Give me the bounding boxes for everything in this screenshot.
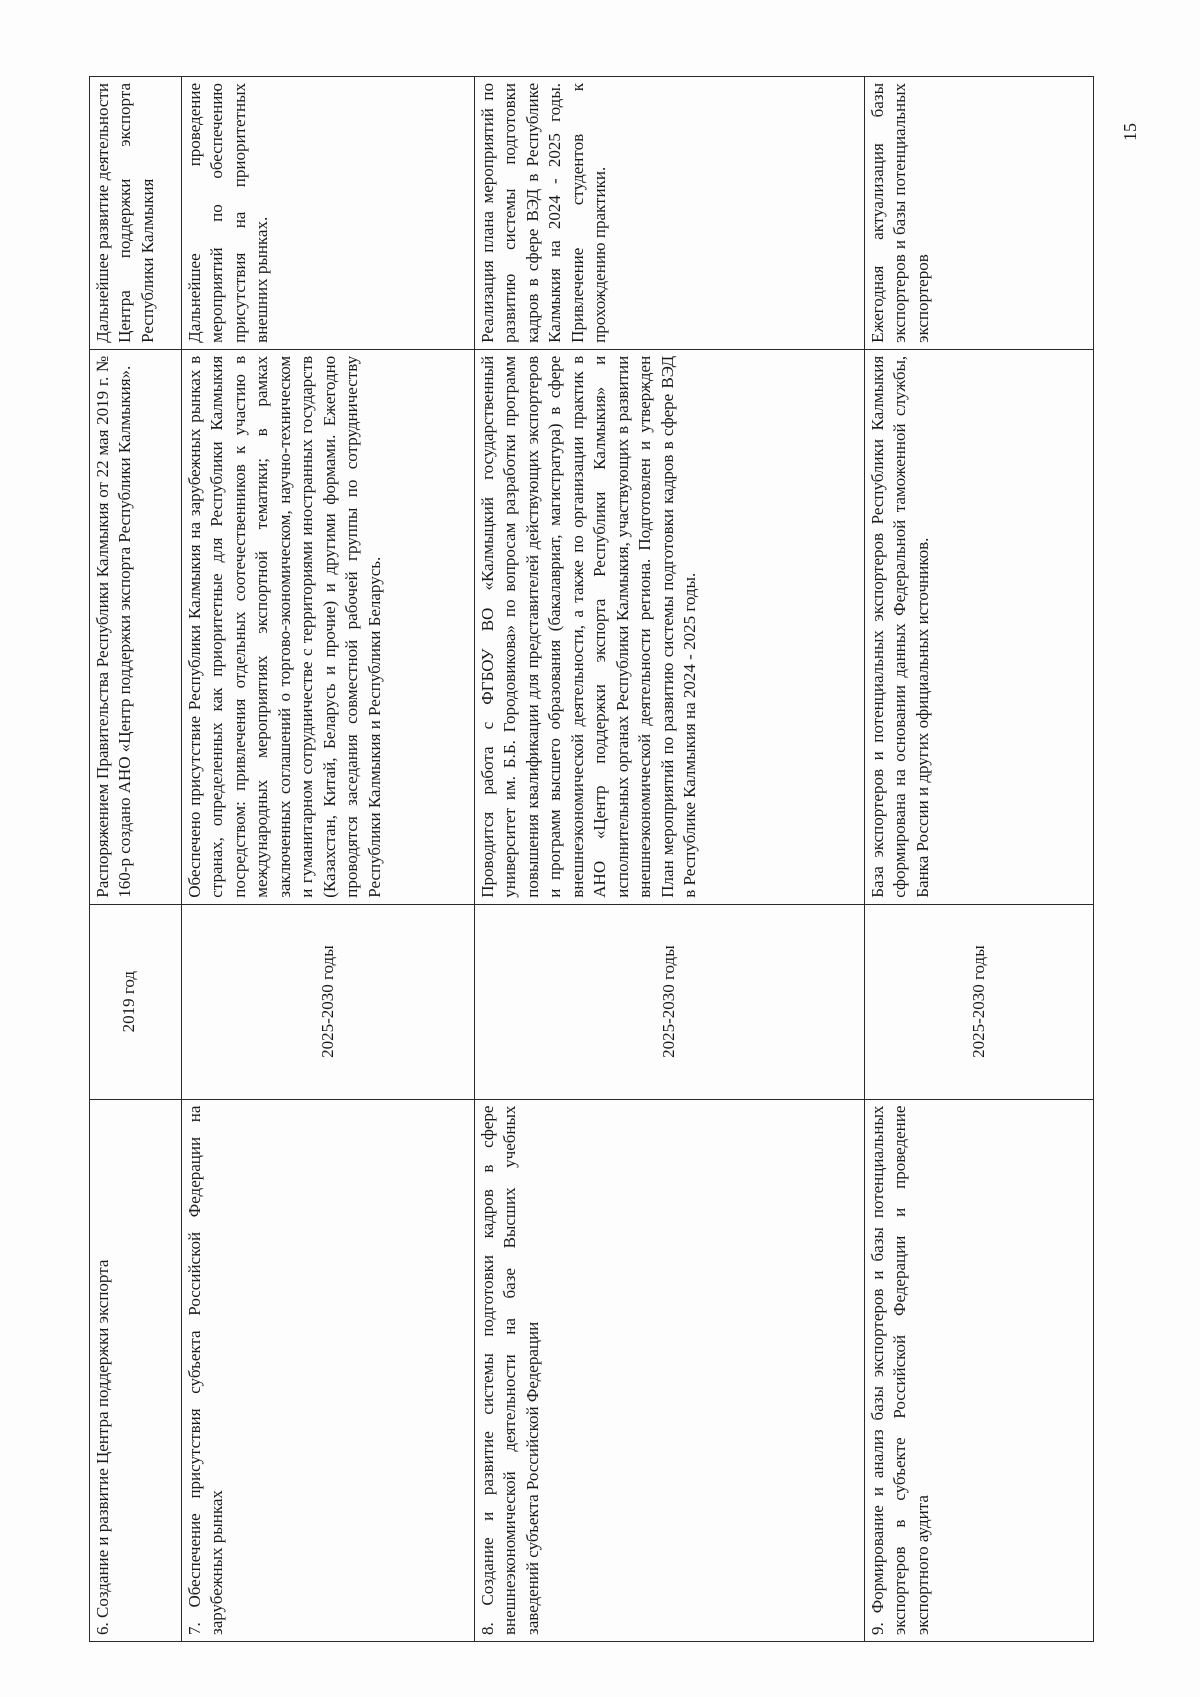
table-row — [475, 77, 865, 1642]
measures-table — [89, 76, 1094, 1642]
measure-name-cell: 7. Обеспечение присутствия субъекта Российской Федерации на зарубежных рынках — [182, 1099, 475, 1641]
rotated-table-container — [89, 76, 1093, 1642]
table-row — [865, 77, 1094, 1642]
expected-result-cell: Дальнейшее проведение мероприятий по обеспечению присутствия на приоритетных внешних рынках. — [182, 77, 475, 350]
table-row — [182, 77, 475, 1642]
page-number: 15 — [1120, 123, 1140, 141]
implementation-cell: Распоряжением Правительства Республики Калмыкия от 22 мая 2019 г. № 160-р создано АНО «Центр поддержки экспорта Республики Калмыкия». — [90, 349, 182, 904]
period-cell: 2025-2030 годы — [182, 904, 475, 1099]
implementation-cell: Обеспечено присутствие Республики Калмыкия на зарубежных рынках в странах, определенных как приоритетные для Республики Калмыкия посредством: привлечения отдельных соотечественников к участию в международных мероприятиях экспортной тематики; в рамках заключенных соглашений о торгово-экономическом, научно-техническом и гуманитарном сотрудничестве с территориями иностранных государств (Казахстан, Китай, Беларусь и прочие) и другими формами. Ежегодно проводятся заседания совместной рабочей группы по сотрудничеству Республики Калмыкия и Республики Беларусь. — [182, 349, 475, 904]
table-row — [90, 77, 182, 1642]
implementation-cell: Проводится работа с ФГБОУ ВО «Калмыцкий государственный университет им. Б.Б. Городовикова» по вопросам разработки программ повышения квалификации для представителей действующих экспортеров и программ высшего образования (бакалавриат, магистратура) в сфере внешнеэкономической деятельности, а также по организации практик в АНО «Центр поддержки экспорта Республики Калмыкия» и исполнительных органах Республики Калмыкия, участвующих в развитии внешнеэкономической деятельности региона. Подготовлен и утвержден План мероприятий по развитию системы подготовки кадров в сфере ВЭД в Республике Калмыкия на 2024 - 2025 годы. — [475, 349, 865, 904]
expected-result-cell: Дальнейшее развитие деятельности Центра поддержки экспорта Республики Калмыкия — [90, 77, 182, 350]
measure-name-cell: 6. Создание и развитие Центра поддержки экспорта — [90, 1099, 182, 1641]
period-cell: 2025-2030 годы — [475, 904, 865, 1099]
period-cell: 2019 год — [90, 904, 182, 1099]
expected-result-cell: Ежегодная актуализация базы экспортеров и базы потенциальных экспортеров — [865, 77, 1094, 350]
expected-result-cell: Реализация плана мероприятий по развитию системы подготовки кадров в сфере ВЭД в Республике Калмыкия на 2024 - 2025 годы. Привлечение студентов к прохождению практики. — [475, 77, 865, 350]
period-cell: 2025-2030 годы — [865, 904, 1094, 1099]
measure-name-cell: 8. Создание и развитие системы подготовки кадров в сфере внешнеэкономической деятельности на базе Высших учебных заведений субъекта Российской Федерации — [475, 1099, 865, 1641]
implementation-cell: База экспортеров и потенциальных экспортеров Республики Калмыкия сформирована на основании данных Федеральной таможенной службы, Банка России и других официальных источников. — [865, 349, 1094, 904]
measure-name-cell: 9. Формирование и анализ базы экспортеров и базы потенциальных экспортеров в субъекте Российской Федерации и проведение экспортного аудита — [865, 1099, 1094, 1641]
